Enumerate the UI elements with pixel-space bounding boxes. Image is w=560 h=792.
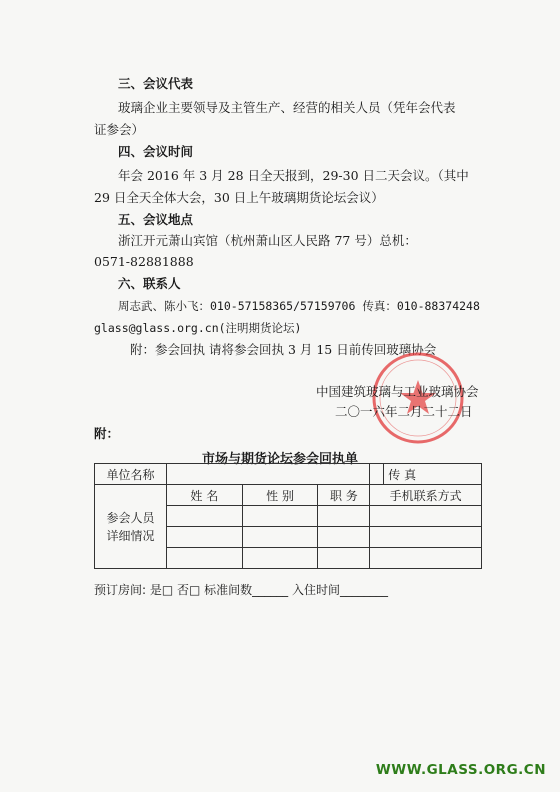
place-text-1: 浙江开元萧山宾馆（杭州萧山区人民路 77 号）总机： (118, 233, 417, 248)
phone-cell[interactable] (370, 506, 482, 527)
unit-name-label: 单位名称 (95, 464, 167, 485)
fax-label-cell (384, 464, 482, 485)
gender-cell[interactable] (242, 548, 318, 569)
position-cell[interactable] (318, 548, 370, 569)
section-heading-place: 五、会议地点 (118, 212, 194, 227)
phone-cell[interactable] (370, 548, 482, 569)
website-watermark: WWW.GLASS.ORG.CN (375, 762, 546, 778)
section-heading-time: 四、会议时间 (118, 144, 194, 159)
registration-form-table (94, 463, 482, 569)
participants-label-text: 参会人员详细情况 (106, 510, 155, 543)
name-cell[interactable] (166, 506, 242, 527)
time-text-1: 年会 2016 年 3 月 28 日全天报到，29-30 日二天会议。（其中 (118, 168, 469, 183)
fax-label: 传 真 (388, 467, 417, 482)
unit-name-input[interactable] (166, 464, 369, 485)
attachment-note: 附：参会回执 请将参会回执 3 月 15 日前传回玻璃协会 (130, 342, 437, 357)
name-cell[interactable] (166, 548, 242, 569)
table-row (95, 464, 482, 485)
column-header-phone: 手机联系方式 (370, 485, 482, 506)
contact-text-2: glass@glass.org.cn(注明期货论坛) (94, 321, 302, 335)
representatives-text-2: 证参会） (94, 122, 145, 137)
section-heading-representatives: 三、会议代表 (118, 76, 194, 91)
position-cell[interactable] (318, 506, 370, 527)
table-row (95, 485, 482, 506)
gender-cell[interactable] (242, 527, 318, 548)
column-header-name: 姓 名 (166, 485, 242, 506)
phone-cell[interactable] (370, 527, 482, 548)
issue-date: 二〇一六年二月二十二日 (335, 404, 473, 419)
position-cell[interactable] (318, 527, 370, 548)
form-title: 市场与期货论坛参会回执单 (201, 452, 358, 467)
appendix-label: 附： (94, 426, 120, 441)
gender-cell[interactable] (242, 506, 318, 527)
fax-label-spacer (370, 464, 384, 485)
room-booking-line: 预订房间: 是□ 否□ 标准间数______ 入住时间________ (94, 583, 388, 597)
name-cell[interactable] (166, 527, 242, 548)
place-text-2: 0571-82881888 (94, 254, 194, 269)
issuing-organization: 中国建筑玻璃与工业玻璃协会 (316, 384, 479, 399)
contact-text-1: 周志武、陈小飞：010-57158365/57159706 传真：010-88374248 (118, 299, 480, 313)
column-header-gender: 性 别 (242, 485, 318, 506)
section-heading-contact: 六、联系人 (118, 276, 181, 291)
participants-label (95, 485, 167, 569)
representatives-text-1: 玻璃企业主要领导及主管生产、经营的相关人员（凭年会代表 (118, 100, 456, 115)
column-header-position: 职 务 (318, 485, 370, 506)
time-text-2: 29 日全天全体大会，30 日上午玻璃期货论坛会议） (94, 190, 384, 205)
